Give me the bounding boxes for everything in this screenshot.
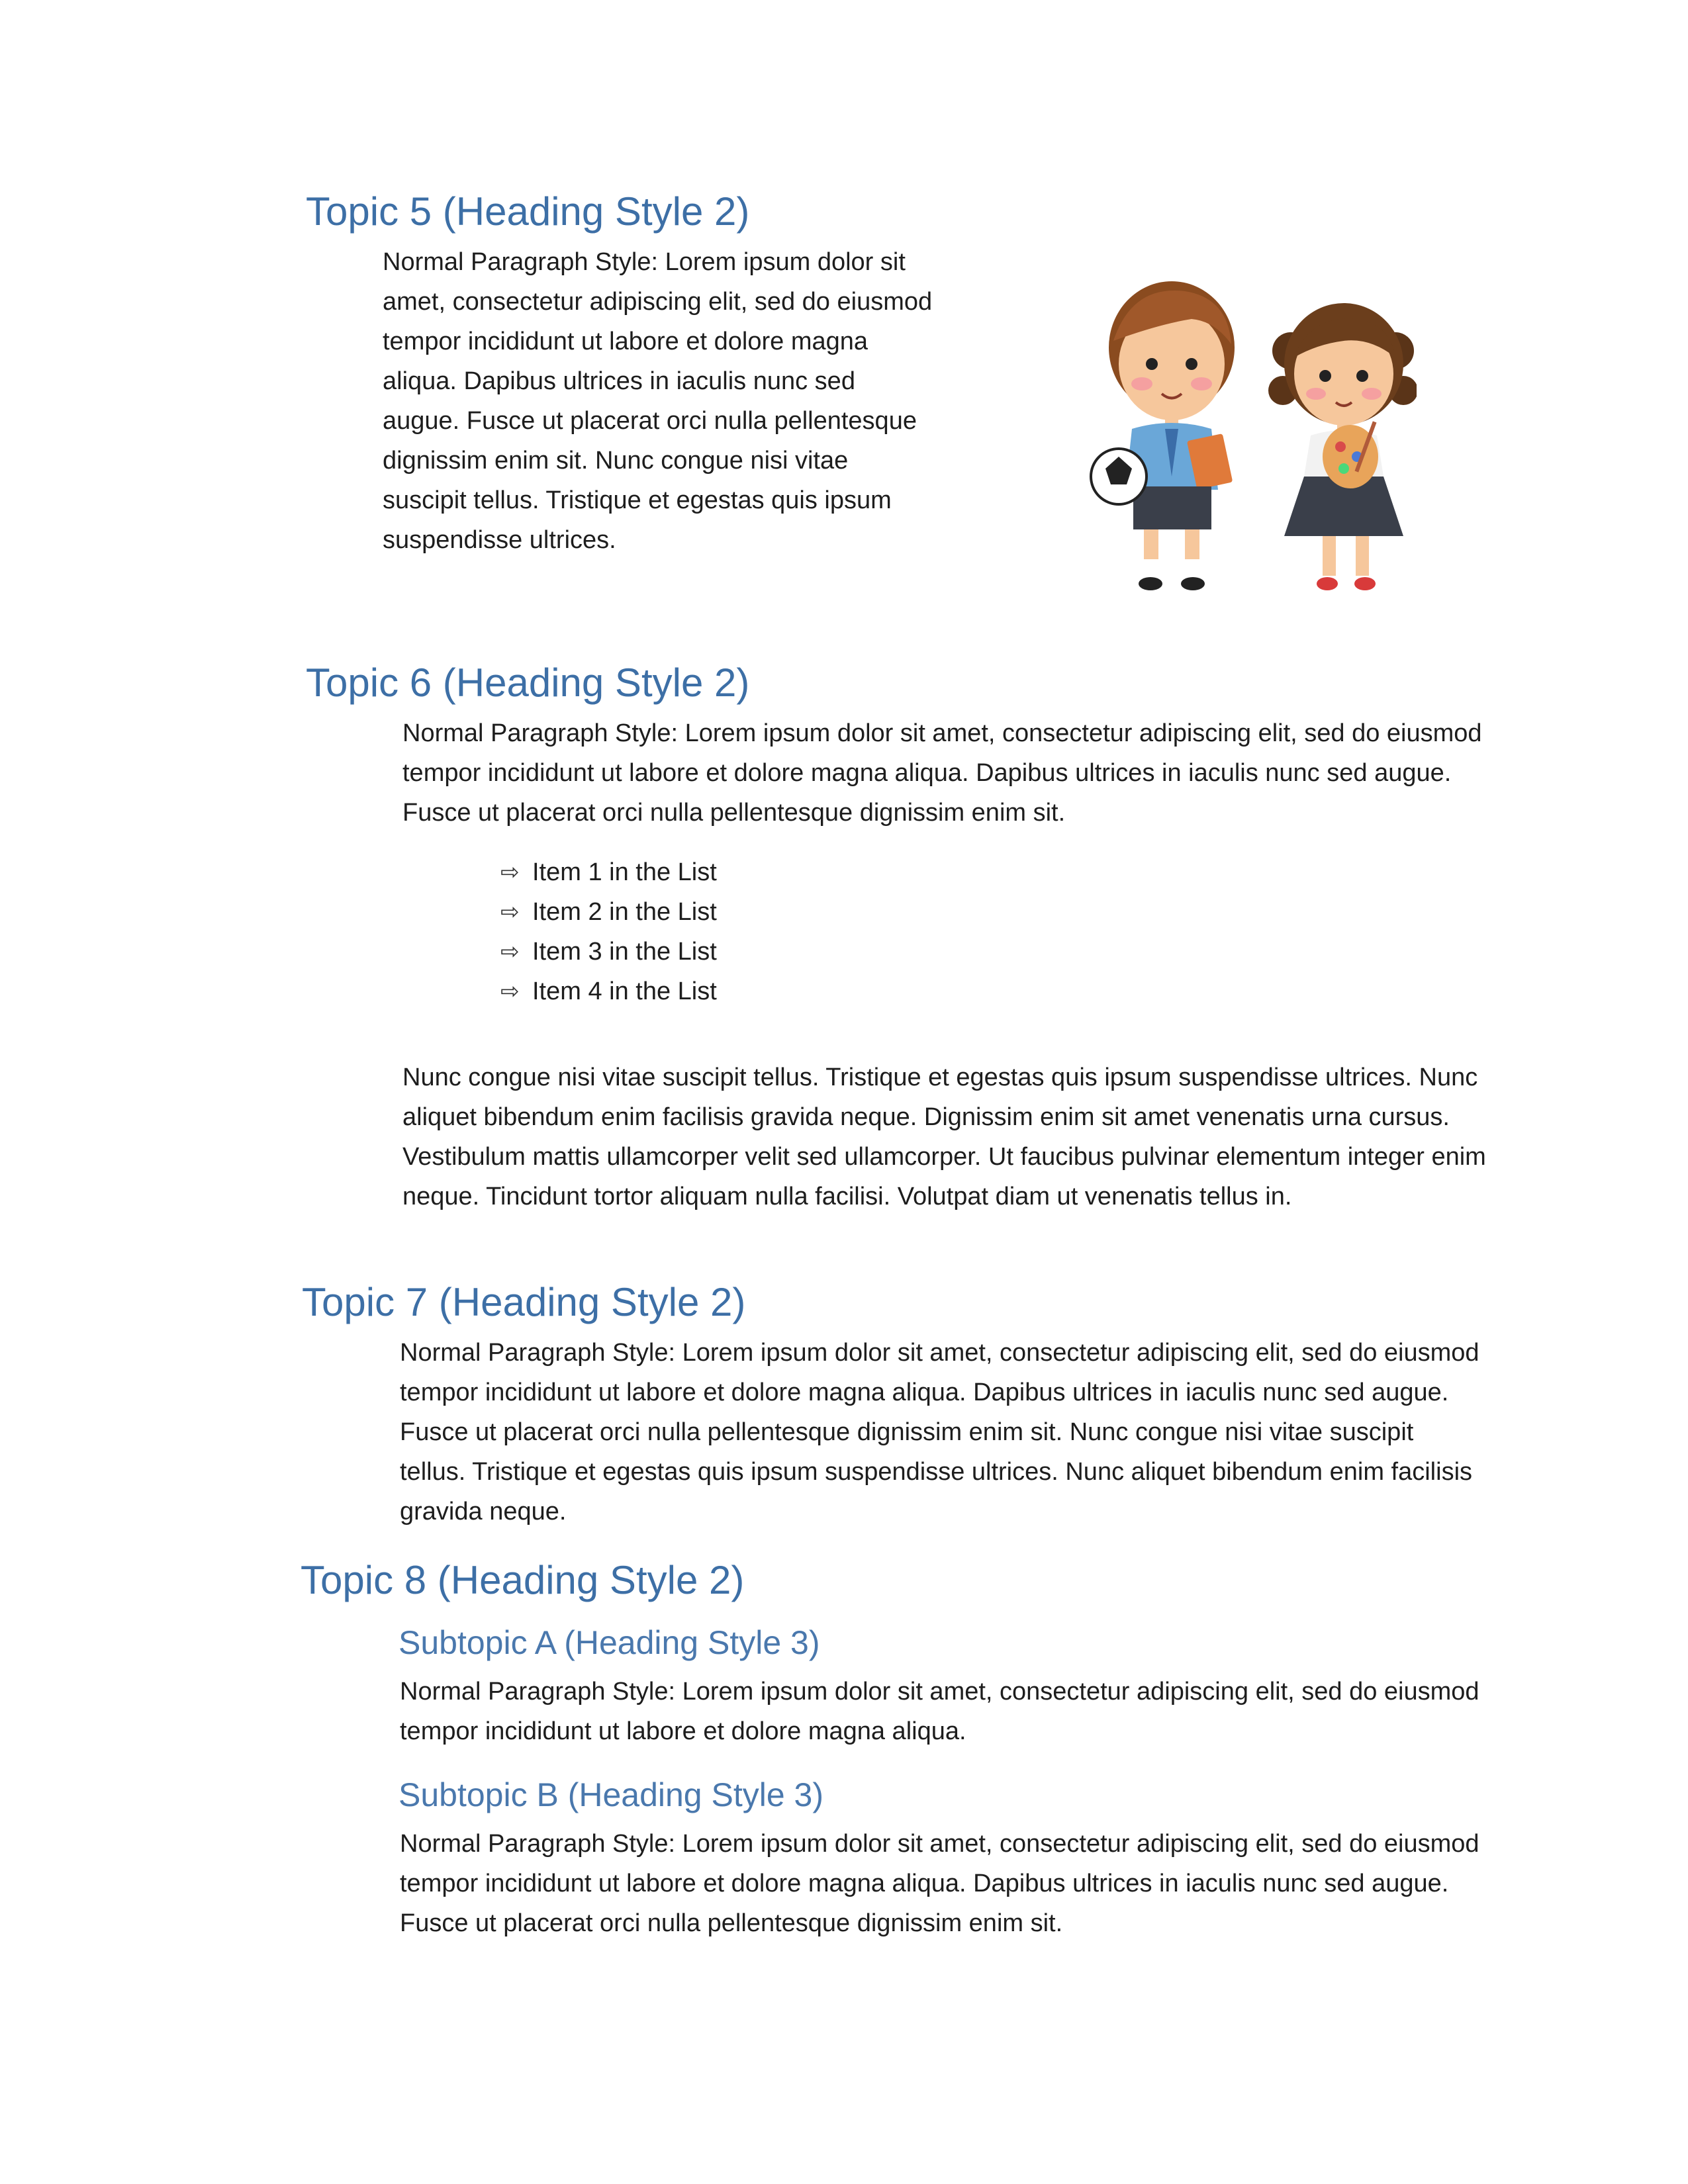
topic5-paragraph: Normal Paragraph Style: Lorem ipsum dolor sit amet, consectetur adipiscing elit, sed do eiusmod tempor incididunt ut labore et dolore magna aliqua. Dapibus ultrices in iaculis nunc sed augue. Fusce ut placerat orci nulla pellentesque dignissim enim sit. Nunc congue nisi vitae suscipit tellus. Tristique et egestas quis ipsum suspendisse ultrices.: [383, 248, 933, 554]
topic7-paragraph: Normal Paragraph Style: Lorem ipsum dolor sit amet, consectetur adipiscing elit, sed do eiusmod tempor incididunt ut labore et dolore magna aliqua. Dapibus ultrices in iaculis nunc sed augue. Fusce ut placerat orci nulla pellentesque dignissim enim sit. Nunc congue nisi vitae suscipit tellus. Tristique et egestas quis ipsum suspendisse ultrices. Nunc aliquet bibendum enim facilisis gravida neque.: [400, 1339, 1479, 1525]
subtopic-b-heading: Subtopic B (Heading Style 3): [399, 1776, 824, 1813]
girl-figure: [1268, 303, 1417, 590]
topic6-list: [500, 852, 717, 1011]
school-children-icon: [1072, 258, 1417, 615]
arrow-right-icon: ⇨: [500, 860, 520, 885]
topic8-heading: Topic 8 (Heading Style 2): [301, 1558, 745, 1602]
list-item: ⇨ Item 4 in the List: [500, 972, 717, 1011]
list-item: ⇨ Item 1 in the List: [500, 852, 717, 892]
arrow-right-icon: ⇨: [500, 939, 520, 964]
arrow-right-icon: ⇨: [500, 979, 520, 1004]
arrow-right-icon: ⇨: [500, 899, 520, 925]
topic6-heading: Topic 6 (Heading Style 2): [306, 660, 750, 705]
subtopic-a-paragraph: Normal Paragraph Style: Lorem ipsum dolor sit amet, consectetur adipiscing elit, sed do eiusmod tempor incididunt ut labore et dolore magna aliqua.: [400, 1678, 1479, 1745]
topic5-heading: Topic 5 (Heading Style 2): [306, 189, 750, 234]
subtopic-b-paragraph: Normal Paragraph Style: Lorem ipsum dolor sit amet, consectetur adipiscing elit, sed do eiusmod tempor incididunt ut labore et dolore magna aliqua. Dapibus ultrices in iaculis nunc sed augue. Fusce ut placerat orci nulla pellentesque dignissim enim sit.: [400, 1830, 1479, 1937]
topic7-heading: Topic 7 (Heading Style 2): [302, 1280, 746, 1324]
topic6-paragraph-2: Nunc congue nisi vitae suscipit tellus. Tristique et egestas quis ipsum suspendisse ultrices. Nunc aliquet bibendum enim facilisis gravida neque. Dignissim enim sit amet venenatis urna cursus. Vestibulum mattis ullamcorper velit sed ullamcorper. Ut faucibus pulvinar elementum integer enim neque. Tincidunt tortor aliquam nulla facilisi. Volutpat diam ut venenatis tellus in.: [402, 1064, 1486, 1210]
list-item: ⇨ Item 2 in the List: [500, 892, 717, 932]
topic6-paragraph-1: Normal Paragraph Style: Lorem ipsum dolor sit amet, consectetur adipiscing elit, sed do eiusmod tempor incididunt ut labore et dolore magna aliqua. Dapibus ultrices in iaculis nunc sed augue. Fusce ut placerat orci nulla pellentesque dignissim enim sit.: [402, 719, 1482, 827]
boy-figure: [1091, 281, 1235, 590]
subtopic-a-heading: Subtopic A (Heading Style 3): [399, 1624, 820, 1661]
list-item: ⇨ Item 3 in the List: [500, 932, 717, 972]
children-illustration: [1072, 258, 1417, 615]
